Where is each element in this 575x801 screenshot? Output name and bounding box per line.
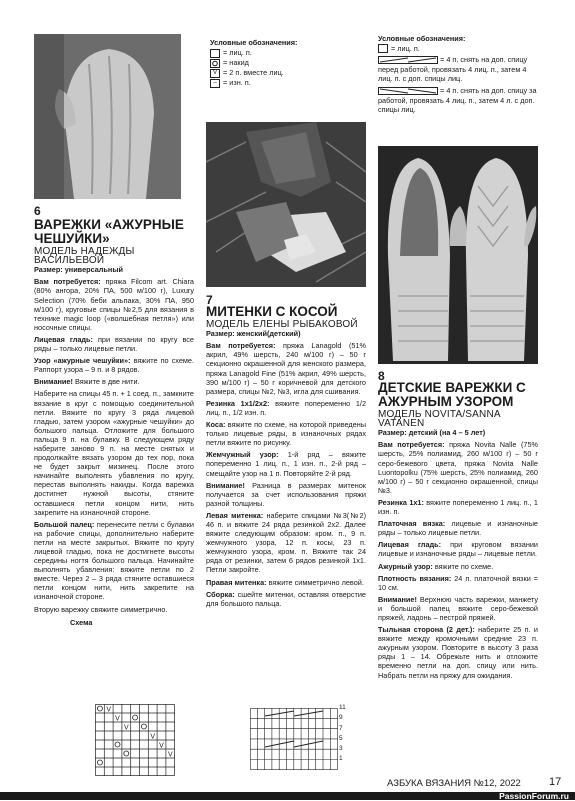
row-number: 7 [339, 724, 343, 732]
stitch-stockinette: Лицевая гладь: при вязании по кругу все ряды – только лицевые петли. [34, 334, 194, 354]
attention-note: Внимание! Верхнюю часть варежки, манжету и большой палец вяжите серо-бежевой пряжей, ладонь – пестрой пряжей. [378, 594, 538, 622]
legend-item [210, 68, 365, 78]
model-designer: МОДЕЛЬ НАДЕЖДЫ ВАСИЛЬЕВОЙ [34, 246, 135, 267]
legend-text: = 4 п. снять на доп. спицу за работой, провязать 4 лиц. п., затем 4 л. с доп. спицы лиц. [378, 85, 537, 115]
model-size: Размер: универсальный [34, 265, 124, 275]
gauge: Плотность вязания: 24 п. платочной вязки = 10 см. [378, 573, 538, 592]
cable-chart [250, 708, 338, 770]
model-designer: МОДЕЛЬ NOVITA/SANNA VATANEN [378, 409, 501, 430]
legend-item [378, 44, 540, 54]
knit-symbol [378, 44, 388, 53]
legend-text: = изн. п. [223, 78, 251, 87]
model-6-column [34, 204, 195, 627]
cable-back-symbol [378, 87, 438, 95]
legend-text: = 4 п. снять на доп. спицу перед работой, провязать 4 лиц. п., затем 4 лиц. п. с доп. спицы лиц. [378, 55, 528, 84]
thumb-instructions: Большой палец: перенесите петли с булавки на рабочие спицы, дополнительно наберите петли на месте закрытых. Вяжите по кругу лицевой гладью, пока не достигнете высоты середины ногтя большого пальца. Начинайте выполнять убавления: вяжите петли по 2 вместе. Через 2 – 3 ряда стяните оставшиеся петли концом нити, нить закрепите на изнаночной стороне. [34, 519, 194, 602]
svg-text:V: V [123, 724, 129, 732]
legend-item [210, 48, 365, 58]
legend-item [378, 55, 540, 84]
model-size: Размер: детский (на 4 – 5 лет) [378, 428, 486, 438]
yarn-over-symbol [210, 59, 220, 68]
materials: Вам потребуется: пряжа Lanagold (51% акрил, 49% шерсть, 240 м/100 г) – 50 г секционно окрашенной для женского размера, пряжа Lanagold Fine (51% акрил, 49% шерсть, 390 м/100 г) – 50 г коричневой для детского размера, спицы №2, №3, игла для сшивания. [206, 341, 366, 396]
row-number: 9 [339, 714, 343, 722]
stockinette-stitch: Лицевая гладь: при круговом вязании лицевые и изнаночные ряды – лицевые петли. [378, 540, 539, 559]
model-title: МИТЕНКИ С КОСОЙ [206, 304, 338, 320]
lace-stitch: Ажурный узор: вяжите по схеме. [378, 561, 494, 571]
knit-symbol [210, 49, 220, 58]
svg-text:V: V [159, 742, 164, 750]
left-mitt-instructions: Левая митенка: наберите спицами №3(№2) 46 п. и вяжите 24 ряда резинкой 2х2. Далее вяжите следующим образом: кром. п., 9 п. жемчужного узора, 12 п. косы, 23 п. жемчужного узора, кром. п. Вяжите так 24 ряда от резинки, затем 6 рядов резинкой 1х1. Петли закройте. [206, 510, 366, 575]
row-number: 1 [339, 755, 343, 763]
magazine-name: АЗБУКА ВЯЗАНИЯ №12, 2022 [387, 778, 521, 789]
legend-right-title: Условные обозначения: [378, 34, 466, 43]
model-7-column [206, 293, 367, 611]
stitch-lace-scales: Узор «ажурные чешуйки»: вяжите по схеме. Раппорт узора – 9 п. и 8 рядов. [34, 356, 195, 375]
materials: Вам потребуется: пряжа Filcom art. Chiara (80% ангора, 20% ПА, 500 м/100 г), Luxury Selection (70% беби альпака, 30% ПА, 950 м/100 г), круговые спицы №2,5 для вязания в технике magic loop («волшебная петля») или носочные спицы. [34, 277, 194, 332]
legend-text: = 2 п. вместе лиц. [223, 68, 284, 77]
legend-item [210, 58, 365, 68]
row-number: 5 [339, 734, 343, 742]
legend-right [378, 34, 540, 115]
rib-stitch: Резинка 1х1/2х2: вяжите попеременно 1/2 лиц. п., 1/2 изн. п. [206, 398, 367, 417]
model-title: ДЕТСКИЕ ВАРЕЖКИ С АЖУРНЫМ УЗОРОМ [378, 380, 526, 410]
mitten-photo-6 [34, 34, 181, 199]
model-number: 6 [34, 204, 41, 218]
row-number: 11 [339, 704, 346, 711]
watermark: PassionForum.ru [499, 791, 569, 801]
legend-left [210, 38, 365, 88]
legend-text: = накид [223, 58, 249, 67]
model-title: ВАРЕЖКИ «АЖУРНЫЕ ЧЕШУЙКИ» [34, 217, 184, 247]
second-mitten-note: Вторую варежку свяжите симметрично. [34, 604, 168, 614]
model-size: Размер: женский(детский) [206, 329, 301, 339]
page-number: 17 [549, 776, 562, 788]
fingerless-mitts-photo-7 [206, 122, 366, 287]
cable-stitch: Коса: вяжите по схеме, на которой приведены только лицевые ряды, в изнаночных рядах петли вяжите по рисунку. [206, 420, 367, 448]
legend-item [378, 86, 540, 115]
back-side-instructions: Тыльная сторона (2 дет.): наберите 25 п. и вяжите между кромочными средние 23 п. ажурным узором. Повторите в высоту 3 раза ряды 1 – 14. Обрежьте нить и отложите временно петли на доп. спицу или нить. Набрать петли на пряжу для ожидания. [378, 625, 539, 680]
scheme-label: Схема [70, 617, 93, 627]
instructions: Наберите на спицы 45 п. + 1 соед. п., замкните вязание в круг с помощью соединительной петли. Вяжите по кругу 3 ряда лицевой гладью, затем узором «ажурные чешуйки» до большого пальца. Отложите для большого пальца 9 п. на булавку. В следующем ряду наберите заново 9 п. на месте снятых и продолжайте вязать узором до тех пор, пока не будет закрыт мизинец. После этого начинайте выполнять убавления по кругу, перестав выполнять накиды. Когда варежка достигнет нужной высоты, стяните оставшиеся петли концом нити, нить закрепите на изнаночной стороне. [34, 389, 194, 517]
assembly-instructions: Сборка: сшейте митенки, оставляя отверстие для большого пальца. [206, 589, 366, 608]
legend-text: = лиц. п. [223, 48, 252, 57]
right-mitt-instructions: Правая митенка: вяжите симметрично левой. [206, 577, 364, 587]
page-footer [0, 776, 575, 800]
cable-front-symbol [378, 56, 438, 64]
svg-text:V: V [167, 751, 173, 759]
kids-mittens-photo-8 [378, 146, 538, 364]
model-8-column [378, 369, 539, 683]
garter-stitch: Платочная вязка: лицевые и изнаночные ряды – только лицевые петли. [378, 519, 538, 538]
legend-left-title: Условные обозначения: [210, 38, 298, 47]
legend-item [210, 78, 365, 88]
k2tog-symbol: V [210, 69, 220, 78]
svg-text:V: V [115, 715, 120, 723]
seed-stitch: Жемчужный узор: 1-й ряд – вяжите попеременно 1 лиц. п., 1 изн. п., 2-й ряд – смещайте узор на 1 п. Повторяйте 2-й ряд. [206, 450, 366, 478]
attention-note: Внимание! Разница в размерах митенок получается за счет использования пряжи разной толщины. [206, 480, 366, 508]
svg-text:V: V [150, 733, 156, 741]
purl-symbol: – [210, 79, 220, 88]
row-number: 3 [339, 745, 343, 753]
model-number: 8 [378, 369, 385, 383]
lace-scales-chart [95, 704, 175, 776]
materials: Вам потребуется: пряжа Novita Nalle (75% шерсть, 25% полиамид, 260 м/100 г) – 50 г серо-бежевого цвета, пряжа Novita Nalle Luontopolku (75% шерсть, 25% полиамид, 260 м/100 г) – 50 г секционно окрашенной, спицы №3. [378, 440, 538, 495]
legend-text: = лиц. п. [391, 43, 420, 53]
cable-chart-row-numbers [339, 703, 353, 765]
footer-bar [0, 792, 575, 800]
svg-text:V: V [106, 706, 112, 714]
model-number: 7 [206, 293, 213, 307]
model-designer: МОДЕЛЬ ЕЛЕНЫ РЫБАКОВОЙ [206, 319, 358, 331]
rib-stitch: Резинка 1х1: вяжите попеременно 1 лиц. п., 1 изн. п. [378, 497, 538, 517]
attention-note: Внимание! Вяжите в две нити. [34, 377, 140, 387]
